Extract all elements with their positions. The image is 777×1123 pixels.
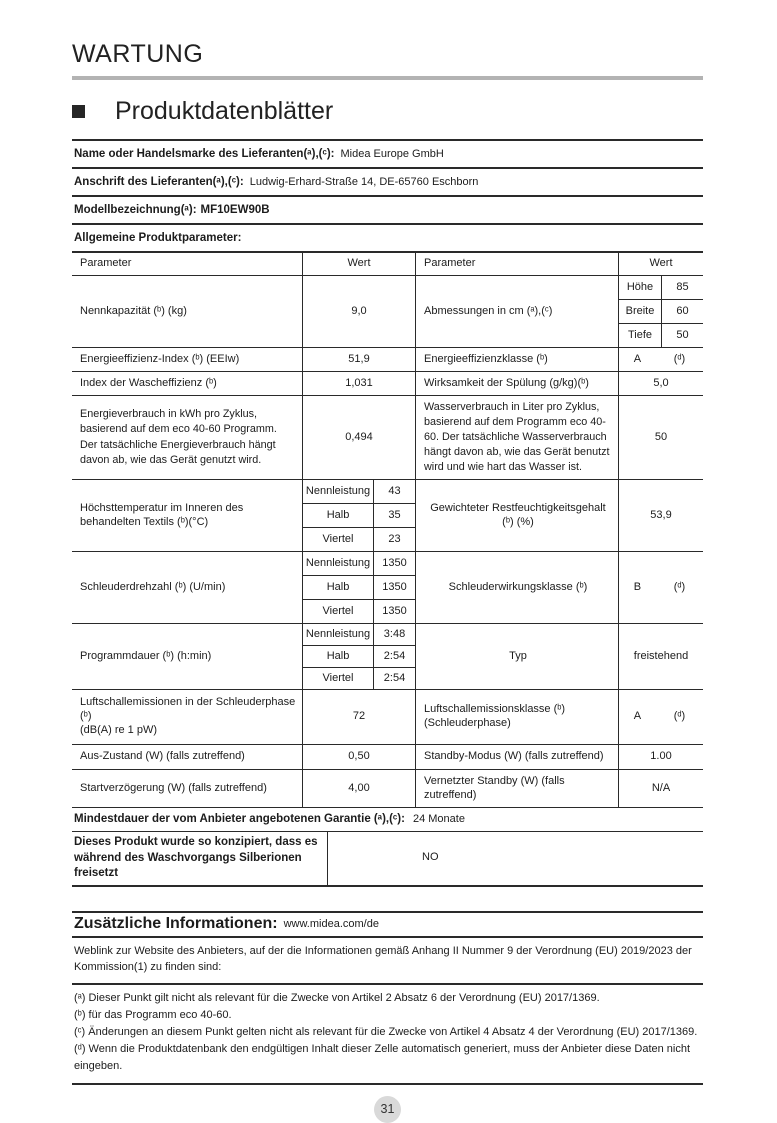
supplier-name-row <box>72 141 703 169</box>
supplier-address-row <box>72 169 703 197</box>
energy-class-note: (ᵈ) <box>673 352 686 365</box>
duration-row-half <box>303 646 415 668</box>
eei-value: 51,9 <box>302 348 416 371</box>
capacity-value: 9,0 <box>302 276 416 347</box>
row-spin-speed <box>72 552 703 624</box>
standby-value: 1.00 <box>618 745 703 769</box>
divider-line <box>72 1083 703 1085</box>
chapter-title: WARTUNG <box>72 40 204 68</box>
duration-param: Programmdauer (ᵇ) (h:min) <box>80 649 212 662</box>
wash-index-value: 1,031 <box>302 372 416 395</box>
off-mode-value: 0,50 <box>302 745 416 769</box>
temperature-row-quarter <box>303 528 415 551</box>
temperature-row-rated <box>303 480 415 504</box>
noise-param-line2: (ᵇ) <box>80 710 92 723</box>
delay-start-value: 4,00 <box>302 770 416 807</box>
type-value: freistehend <box>618 624 703 689</box>
temperature-half-label: Halb <box>303 504 374 527</box>
square-bullet-icon <box>72 105 85 118</box>
footnote-c: (ᶜ) Änderungen an diesem Punkt gelten nicht als relevant für die Zwecke von Artikel 4 Absatz 4 der Verordnung (EU) 2017/1369. <box>74 1025 698 1038</box>
spin-speed-row-quarter <box>303 600 415 623</box>
chapter-divider <box>72 76 703 80</box>
row-eei <box>72 348 703 372</box>
temperature-values <box>302 480 416 551</box>
dimension-row-height <box>619 276 703 300</box>
energy-class-value <box>618 348 703 371</box>
spin-class-value <box>618 552 703 623</box>
spin-speed-quarter-value: 1350 <box>382 604 407 617</box>
dimension-depth-label: Tiefe <box>619 324 662 347</box>
type-param: Typ <box>509 649 527 662</box>
additional-info-value: www.midea.com/de <box>283 918 379 931</box>
row-capacity <box>72 276 703 348</box>
page-number: 31 <box>380 1102 395 1117</box>
moisture-value: 53,9 <box>618 480 703 551</box>
dimension-depth-value: 50 <box>676 328 689 341</box>
dimensions-values <box>618 276 703 347</box>
footnotes <box>72 985 703 1083</box>
table-header-row <box>72 253 703 276</box>
footnote-b: (ᵇ) für das Programm eco 40-60. <box>74 1008 232 1021</box>
model-row <box>72 197 703 225</box>
dimensions-substack <box>619 276 703 347</box>
temperature-param: Höchsttemperatur im Inneren des behandelten Textils (ᵇ)(°C) <box>80 501 244 528</box>
row-delay-start <box>72 770 703 808</box>
eei-param: Energieeffizienz-Index (ᵇ) (EEIᴡ) <box>80 352 240 365</box>
spin-speed-rated-value: 1350 <box>382 556 407 569</box>
dimensions-param: Abmessungen in cm (ᵃ),(ᶜ) <box>424 304 553 317</box>
dimension-width-value: 60 <box>676 304 689 317</box>
noise-param-line1: Luftschallemissionen in der Schleuderphase <box>80 696 296 709</box>
water-consumption-value: 50 <box>618 396 703 479</box>
spin-speed-param: Schleuderdrehzahl (ᵇ) (U/min) <box>80 580 226 593</box>
row-duration <box>72 624 703 690</box>
networked-standby-param: Vernetzter Standby (W) (falls zutreffend) <box>424 774 565 801</box>
noise-class-letter: A <box>633 710 642 723</box>
duration-quarter-label: Viertel <box>303 668 374 689</box>
row-warranty <box>72 808 703 832</box>
supplier-address-value: Ludwig-Erhard-Straße 14, DE-65760 Eschborn <box>249 176 479 188</box>
spin-speed-substack <box>303 552 415 623</box>
header-param-right: Parameter <box>424 257 476 270</box>
spin-class-cell <box>619 581 703 595</box>
duration-rated-label: Nennleistung <box>303 624 374 645</box>
row-silver-ions <box>72 832 703 887</box>
row-wash-index <box>72 372 703 396</box>
page-content <box>72 0 703 1123</box>
temperature-quarter-value: 23 <box>388 532 401 545</box>
duration-values <box>302 624 416 689</box>
supplier-name-value: Midea Europe GmbH <box>340 148 444 160</box>
off-mode-param: Aus-Zustand (W) (falls zutreffend) <box>80 750 245 763</box>
section-heading <box>72 97 703 126</box>
noise-class-param: Luftschallemissionsklasse (ᵇ) (Schleuderphase) <box>424 703 566 729</box>
dimension-row-width <box>619 300 703 324</box>
noise-class-cell <box>619 710 703 724</box>
dimension-row-depth <box>619 324 703 347</box>
page-number-badge <box>374 1096 401 1123</box>
spin-speed-half-label: Halb <box>303 576 374 599</box>
row-noise <box>72 690 703 745</box>
spin-speed-quarter-label: Viertel <box>303 600 374 623</box>
temperature-quarter-label: Viertel <box>303 528 374 551</box>
duration-substack <box>303 624 415 689</box>
footnote-a: (ᵃ) Dieser Punkt gilt nicht als relevant für die Zwecke von Artikel 2 Absatz 6 der Verordnung (EU) 2017/1369. <box>74 991 600 1004</box>
dimension-width-label: Breite <box>619 300 662 323</box>
spacer <box>72 887 703 911</box>
networked-standby-value: N/A <box>618 770 703 807</box>
rinse-param: Wirksamkeit der Spülung (g/kg)(ᵇ) <box>424 376 589 389</box>
general-params-label: Allgemeine Produktparameter: <box>74 232 242 244</box>
temperature-row-half <box>303 504 415 528</box>
duration-rated-value: 3:48 <box>383 627 406 640</box>
duration-row-quarter <box>303 668 415 689</box>
header-wert-left: Wert <box>302 253 416 275</box>
section-title: Produktdatenblätter <box>115 97 334 125</box>
wash-index-param: Index der Wascheffizienz (ᵇ) <box>80 376 217 389</box>
energy-consumption-value: 0,494 <box>302 396 416 479</box>
energy-class-letter: A <box>633 352 642 365</box>
silver-ions-label: Dieses Produkt wurde so konzipiert, dass es während des Waschvorgangs Silberionen freisetzt <box>74 836 318 880</box>
temperature-half-value: 35 <box>388 508 401 521</box>
additional-info-label: Zusätzliche Informationen: <box>74 915 278 933</box>
standby-param: Standby-Modus (W) (falls zutreffend) <box>424 750 604 763</box>
dimension-height-value: 85 <box>676 280 689 293</box>
water-consumption-param: Wasserverbrauch in Liter pro Zyklus, basierend auf dem Programm eco 40-60. Der tatsächliche Wasserverbrauch hängt davon ab, wie das Gerät benutzt wird und wie hart das Wasser ist. <box>424 400 610 474</box>
moisture-param: Gewichteter Restfeuchtigkeitsgehalt (ᵇ) (%) <box>430 501 606 528</box>
spin-class-param: Schleuderwirkungsklasse (ᵇ) <box>448 580 588 593</box>
row-energy-consumption <box>72 396 703 480</box>
spin-class-letter: B <box>633 580 642 593</box>
spin-speed-row-half <box>303 576 415 600</box>
model-label: Modellbezeichnung(ᵃ): <box>74 204 197 216</box>
noise-param <box>72 690 302 744</box>
duration-half-label: Halb <box>303 646 374 667</box>
duration-quarter-value: 2:54 <box>383 671 406 684</box>
spin-speed-rated-label: Nennleistung <box>303 552 374 575</box>
product-parameter-table <box>72 253 703 887</box>
noise-value: 72 <box>302 690 416 744</box>
header-param-left: Parameter <box>80 257 132 270</box>
supplier-info-table <box>72 139 703 253</box>
temperature-rated-label: Nennleistung <box>303 480 374 503</box>
spin-speed-values <box>302 552 416 623</box>
warranty-label: Mindestdauer der vom Anbieter angebotenen Garantie (ᵃ),(ᶜ): <box>74 813 405 826</box>
temperature-rated-value: 43 <box>388 484 401 497</box>
spin-class-note: (ᵈ) <box>673 580 686 593</box>
delay-start-param: Startverzögerung (W) (falls zutreffend) <box>80 781 267 794</box>
row-off-mode <box>72 745 703 770</box>
noise-param-line3: (dB(A) re 1 pW) <box>80 723 158 736</box>
temperature-substack <box>303 480 415 551</box>
row-temperature <box>72 480 703 552</box>
dimension-height-label: Höhe <box>619 276 662 299</box>
weblink-text: Weblink zur Website des Anbieters, auf der die Informationen gemäß Anhang II Nummer 9 der Verordnung (EU) 2019/2023 der Kommission(1) zu finden sind: <box>74 944 692 974</box>
capacity-param: Nennkapazität (ᵇ) (kg) <box>80 304 187 317</box>
energy-class-param: Energieeffizienzklasse (ᵇ) <box>424 352 548 365</box>
supplier-address-label: Anschrift des Lieferanten(ᵃ),(ᶜ): <box>74 176 244 188</box>
duration-half-value: 2:54 <box>383 649 406 662</box>
supplier-name-label: Name oder Handelsmarke des Lieferanten(ᵃ),(ᶜ): <box>74 148 335 160</box>
model-value: MF10EW90B <box>200 204 270 216</box>
spin-speed-half-value: 1350 <box>382 580 407 593</box>
general-params-row <box>72 225 703 253</box>
header-wert-right: Wert <box>618 253 703 275</box>
rinse-value: 5,0 <box>618 372 703 395</box>
duration-row-rated <box>303 624 415 646</box>
energy-class-cell <box>619 353 703 367</box>
warranty-value: 24 Monate <box>412 812 465 825</box>
additional-info-row <box>72 913 703 936</box>
spin-speed-row-rated <box>303 552 415 576</box>
footnote-d: (ᵈ) Wenn die Produktdatenbank den endgültigen Inhalt dieser Zelle automatisch generiert, muss der Anbieter diese Daten nicht eingeben. <box>74 1042 691 1072</box>
energy-consumption-param: Energieverbrauch in kWh pro Zyklus, basierend auf dem eco 40-60 Programm. Der tatsächliche Energieverbrauch hängt davon ab, wie das Gerät genutzt wird. <box>80 408 277 466</box>
noise-class-value <box>618 690 703 744</box>
noise-class-note: (ᵈ) <box>673 710 686 723</box>
silver-ions-value: NO <box>327 832 703 885</box>
